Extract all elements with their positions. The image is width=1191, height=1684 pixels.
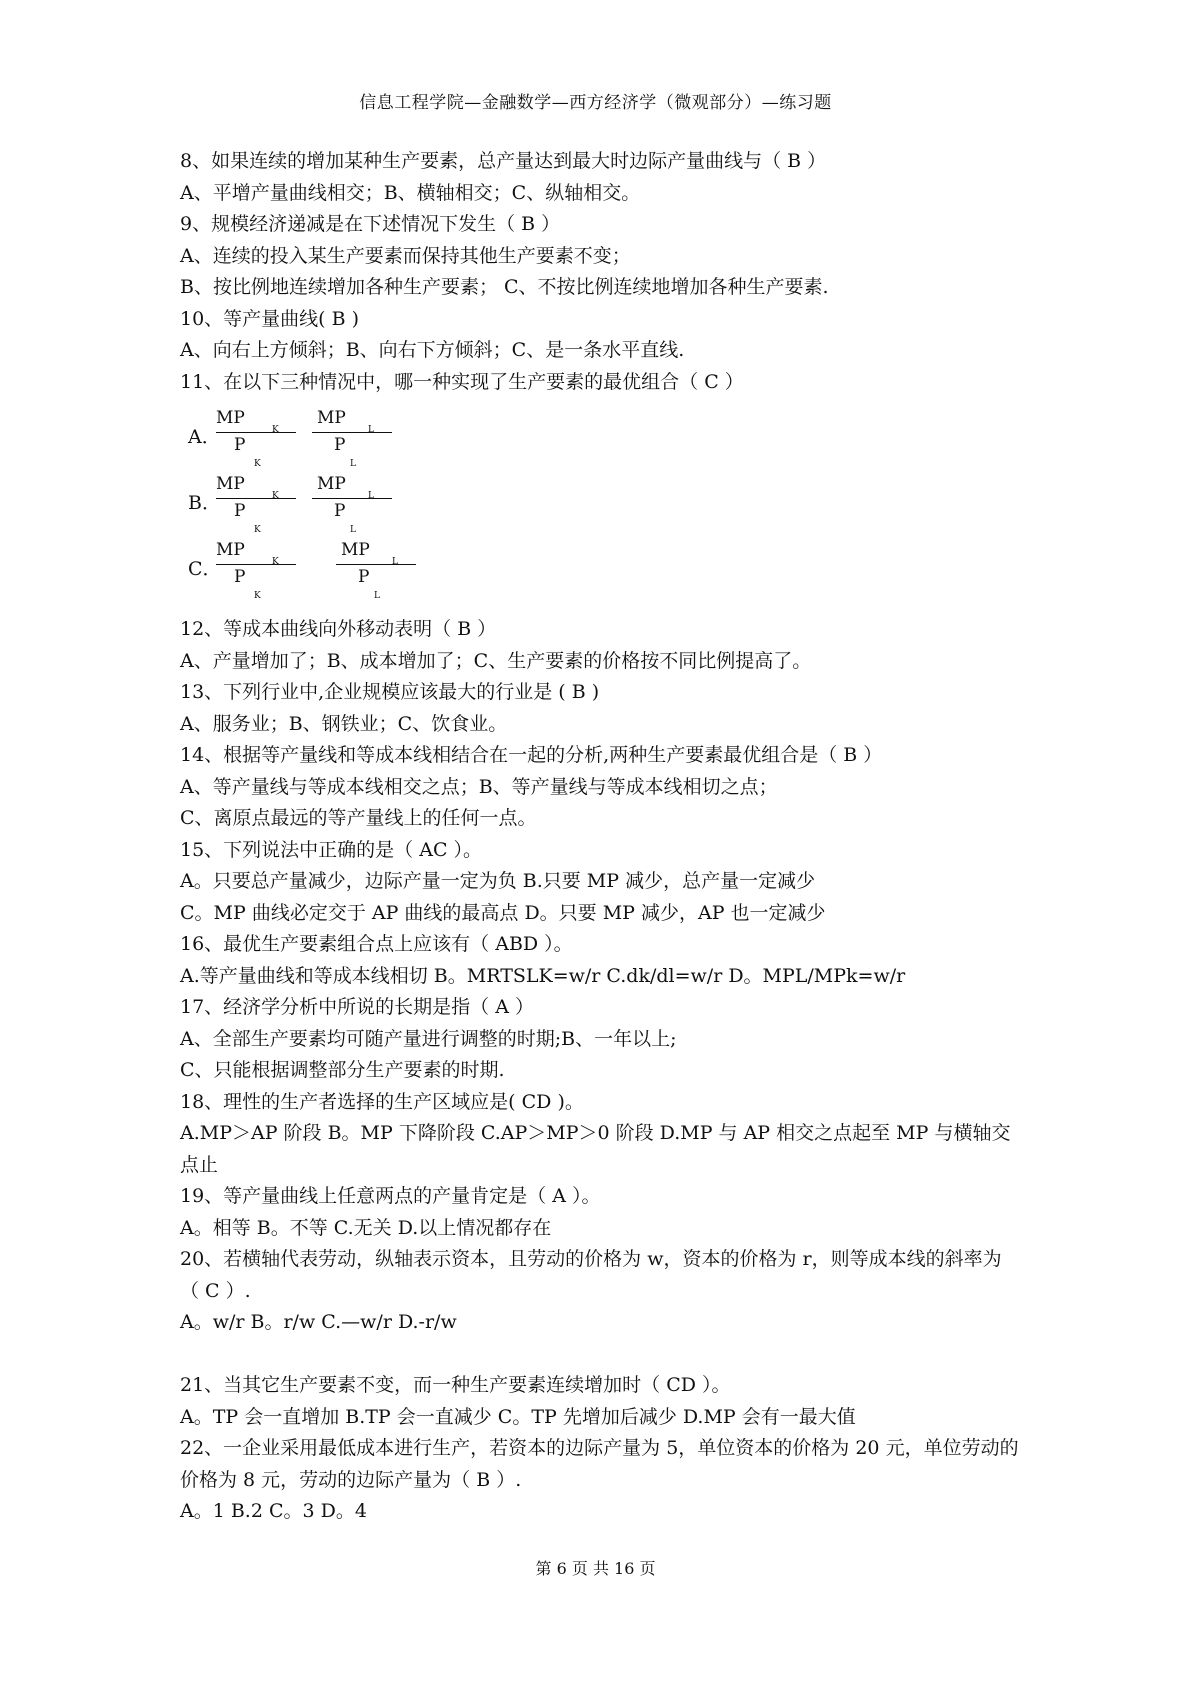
- numerator: MP: [317, 408, 346, 428]
- fraction-options: [180, 404, 1020, 614]
- denominator: P: [334, 501, 346, 521]
- subscript: L: [350, 459, 356, 469]
- text-line-wrapped: A.MP＞AP 阶段 B。MP 下降阶段 C.AP＞MP＞0 阶段 D.MP 与 AP 相交之点起至 MP 与横轴交点止: [180, 1122, 1011, 1176]
- text-line: 15、下列说法中正确的是（ AC ）。: [180, 838, 483, 861]
- blank-line: [180, 1339, 1020, 1371]
- subscript: L: [368, 491, 374, 501]
- text-line: 10、等产量曲线( B ): [180, 307, 360, 330]
- text-line: 12、等成本曲线向外移动表明（ B ）: [180, 618, 497, 640]
- text-line: A、全部生产要素均可随产量进行调整的时期;B、一年以上;: [180, 1027, 677, 1050]
- text-line: B、按比例地连续增加各种生产要素； C、不按比例连续地增加各种生产要素.: [180, 276, 829, 298]
- text-line: 21、当其它生产要素不变，而一种生产要素连续增加时（ CD ）。: [180, 1374, 731, 1396]
- text-line: A、连续的投入某生产要素而保持其他生产要素不变；: [180, 244, 631, 267]
- fraction-bar: [312, 498, 392, 499]
- fraction-mpl-c: [336, 540, 421, 602]
- text-line: C、只能根据调整部分生产要素的时期.: [180, 1059, 505, 1081]
- option-label-c: C．: [188, 558, 222, 580]
- denominator: P: [234, 435, 246, 455]
- page-footer: 第 6 页 共 16 页: [535, 1559, 656, 1578]
- numerator: MP: [341, 540, 370, 560]
- text-line: C。MP 曲线必定交于 AP 曲线的最高点 D。只要 MP 减少，AP 也一定减少: [180, 901, 826, 924]
- fraction-mpk-a: [216, 408, 301, 470]
- fraction-bar: [216, 498, 296, 499]
- text-line: A、等产量线与等成本线相交之点；B、等产量线与等成本线相切之点；: [180, 775, 778, 798]
- subscript: L: [392, 557, 398, 567]
- denominator: P: [234, 567, 246, 587]
- option-label-a: A．: [188, 426, 221, 448]
- text-line: A。TP 会一直增加 B.TP 会一直减少 C。TP 先增加后减少 D.MP 会有一最大值: [180, 1405, 856, 1428]
- text-line-wrapped: 22、一企业采用最低成本进行生产，若资本的边际产量为 5，单位资本的价格为 20 元，单位劳动的价格为 8 元，劳动的边际产量为（ B ）.: [180, 1437, 1019, 1491]
- text-line-wrapped: 20、若横轴代表劳动，纵轴表示资本，且劳动的价格为 w，资本的价格为 r，则等成本线的斜率为（ C ）.: [180, 1248, 1002, 1302]
- text-line: 8、如果连续的增加某种生产要素，总产量达到最大时边际产量曲线与（ B ）: [180, 150, 827, 172]
- text-line: A、平增产量曲线相交；B、横轴相交；C、纵轴相交。: [180, 181, 641, 204]
- text-line: C、离原点最远的等产量线上的任何一点。: [180, 807, 537, 829]
- subscript: K: [254, 459, 261, 469]
- text-line: A、向右上方倾斜；B、向右下方倾斜；C、是一条水平直线.: [180, 339, 685, 361]
- text-line: 13、下列行业中,企业规模应该最大的行业是 ( B ): [180, 681, 600, 703]
- subscript: K: [272, 425, 279, 435]
- numerator: MP: [216, 474, 245, 494]
- subscript: K: [272, 557, 279, 567]
- text-line: 17、经济学分析中所说的长期是指（ A ）: [180, 996, 534, 1018]
- text-line: A、服务业；B、钢铁业；C、饮食业。: [180, 712, 508, 735]
- denominator: P: [234, 501, 246, 521]
- text-line: A.等产量曲线和等成本线相切 B。MRTSLK=w/r C.dk/dl=w/r D。MPL/MPk=w/r: [180, 964, 906, 987]
- fraction-mpk-b: [216, 474, 301, 536]
- text-line: A。只要总产量减少，边际产量一定为负 B.只要 MP 减少，总产量一定减少: [180, 870, 816, 892]
- numerator: MP: [317, 474, 346, 494]
- text-line: A。1 B.2 C。3 D。4: [180, 1500, 367, 1522]
- subscript: L: [374, 591, 380, 601]
- fraction-bar: [216, 564, 296, 565]
- option-label-b: B．: [188, 492, 221, 514]
- subscript: K: [254, 525, 261, 535]
- text-line: 11、在以下三种情况中，哪一种实现了生产要素的最优组合（ C ）: [180, 370, 744, 393]
- subscript: L: [350, 525, 356, 535]
- numerator: MP: [216, 540, 245, 560]
- text-line: 14、根据等产量线和等成本线相结合在一起的分析,两种生产要素最优组合是（ B ）: [180, 744, 883, 766]
- text-line: 16、最优生产要素组合点上应该有（ ABD ）。: [180, 933, 573, 955]
- text-line: 18、理性的生产者选择的生产区域应是( CD )。: [180, 1090, 584, 1113]
- numerator: MP: [216, 408, 245, 428]
- subscript: K: [254, 591, 261, 601]
- fraction-mpk-c: [216, 540, 301, 602]
- fraction-mpl-b: [312, 474, 397, 536]
- text-line: A。w/r B。r/w C.—w/r D.-r/w: [180, 1311, 457, 1333]
- fraction-bar: [216, 432, 296, 433]
- text-line: A。相等 B。不等 C.无关 D.以上情况都存在: [180, 1216, 552, 1239]
- fraction-bar: [336, 564, 416, 565]
- subscript: K: [272, 491, 279, 501]
- document-body: [180, 146, 1020, 1528]
- text-line: A、产量增加了；B、成本增加了；C、生产要素的价格按不同比例提高了。: [180, 649, 812, 672]
- page-header: 信息工程学院—金融数学—西方经济学（微观部分）—练习题: [359, 93, 832, 113]
- text-line: 19、等产量曲线上任意两点的产量肯定是（ A ）。: [180, 1185, 601, 1207]
- fraction-mpl-a: [312, 408, 397, 470]
- denominator: P: [358, 567, 370, 587]
- denominator: P: [334, 435, 346, 455]
- fraction-bar: [312, 432, 392, 433]
- text-line: 9、规模经济递减是在下述情况下发生（ B ）: [180, 213, 561, 235]
- subscript: L: [368, 425, 374, 435]
